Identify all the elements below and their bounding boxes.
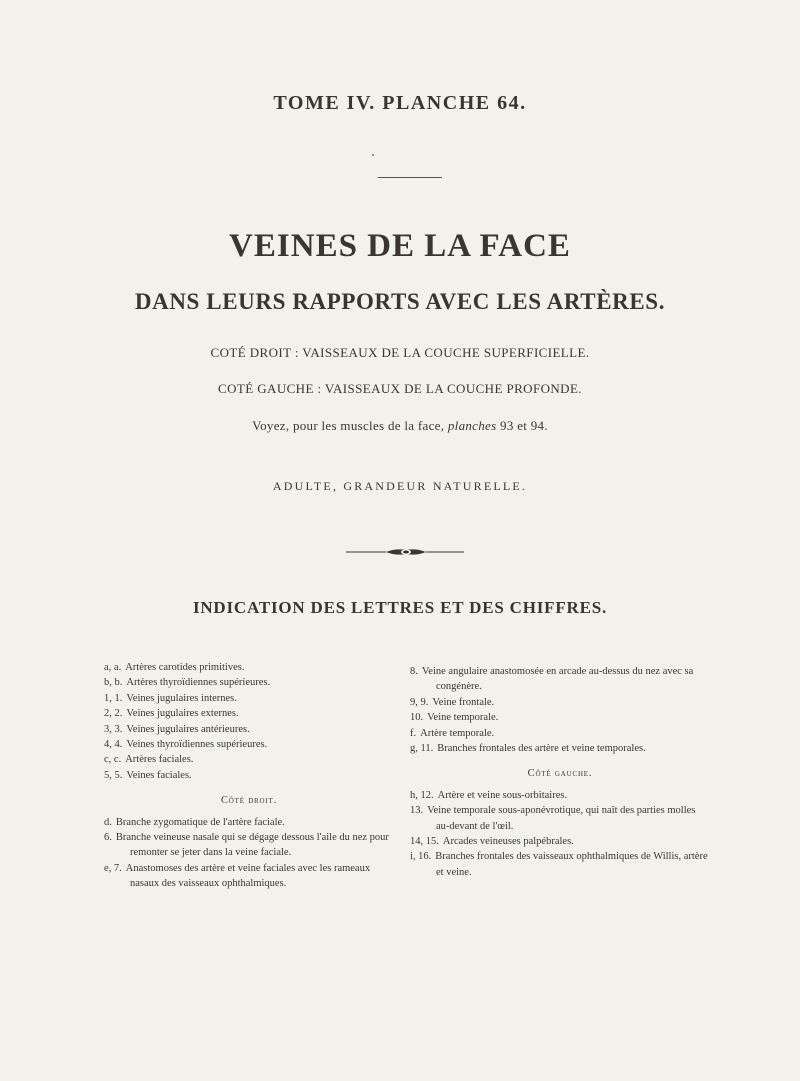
legend-item	[410, 726, 710, 741]
legend-text: Artères carotides primitives.	[125, 662, 245, 673]
legend-text: Arcades veineuses palpébrales.	[442, 836, 574, 848]
legend-text: Branche zygomatique de l'artère faciale.	[115, 816, 285, 828]
legend-key: 10.	[410, 712, 424, 724]
legend-text: Anastomoses des artère et veine faciales avec les rameaux nasaux des vaisseaux ophthalmiques.	[125, 862, 371, 890]
legend-text: Veine temporale sous-aponévrotique, qui naît des parties molles au-devant de l'œil.	[427, 805, 696, 832]
legend-item	[410, 803, 710, 834]
legend-item	[104, 768, 394, 783]
legend-item	[410, 695, 710, 710]
legend-text: Veines jugulaires externes.	[126, 708, 239, 720]
legend-text: Branche veineuse nasale qui se dégage dessous l'aile du nez pour remonter se jeter dans la veine faciale.	[115, 832, 389, 859]
legend-text: Artère et veine sous-orbitaires.	[437, 789, 568, 801]
legend-item	[104, 691, 394, 706]
legend-key: 2, 2.	[104, 708, 123, 720]
legend-key: e, 7.	[104, 862, 122, 874]
legend-key: f.	[410, 727, 417, 739]
legend-key: 9, 9.	[410, 696, 429, 708]
section-cote-gauche: Côté gauche.	[527, 768, 593, 780]
side-right-caption: COTÉ DROIT : VAISSEAUX DE LA COUCHE SUPERFICIELLE.	[210, 345, 590, 360]
section-cote-droit: Côté droit.	[220, 795, 278, 807]
legend-item	[104, 737, 394, 752]
legend-key: 6.	[104, 832, 112, 844]
legend-key: 1, 1.	[104, 692, 123, 704]
legend-key: 4, 4.	[104, 739, 123, 751]
legend-item	[410, 834, 710, 849]
legend-key: g, 11.	[410, 743, 434, 755]
legend-key: h, 12.	[410, 789, 434, 801]
legend-text: Artère temporale.	[420, 727, 495, 739]
legend-item	[104, 675, 394, 690]
voyez-prefix: Voyez, pour les muscles de la face,	[252, 418, 445, 433]
legend-item	[410, 849, 710, 880]
legend-text: Artères faciales.	[125, 754, 194, 766]
legend-key: b, b.	[104, 677, 123, 689]
legend-text: Veine temporale.	[427, 712, 499, 724]
legend-text: Branches frontales des artère et veine temporales.	[437, 743, 646, 755]
voyez-note	[0, 418, 800, 434]
ornament-divider-icon	[346, 545, 466, 559]
side-left-caption: COTÉ GAUCHE : VAISSEAUX DE LA COUCHE PROFONDE.	[218, 381, 582, 396]
legend-text: Branches frontales des vaisseaux ophthalmiques de Willis, artère et veine.	[435, 851, 708, 878]
legend-key: 3, 3.	[104, 723, 123, 735]
legend-key: c, c.	[104, 754, 122, 766]
legend-right-column	[410, 664, 710, 880]
legend-text: Veine frontale.	[432, 696, 495, 708]
legend-text: Veine angulaire anastomosée en arcade au-dessus du nez avec sa congénère.	[421, 666, 694, 693]
legend-text: Artères thyroïdiennes supérieures.	[126, 677, 271, 689]
legend-key: 5, 5.	[104, 769, 123, 781]
legend-item	[104, 752, 394, 767]
legend-item	[410, 664, 710, 695]
legend-item	[104, 722, 394, 737]
legend-item	[104, 706, 394, 721]
legend-item	[104, 815, 394, 830]
legend-key: i, 16.	[410, 851, 432, 863]
legend-left-column	[104, 660, 394, 892]
legend-text: Veines jugulaires antérieures.	[126, 723, 250, 735]
legend-item	[410, 788, 710, 803]
legend-text: Veines jugulaires internes.	[126, 692, 237, 704]
divider-rule	[378, 177, 442, 178]
legend-text: Veines faciales.	[126, 769, 192, 781]
legend-key: 14, 15.	[410, 836, 439, 848]
legend-key: 13.	[410, 805, 424, 817]
speck-mark	[372, 154, 374, 156]
legend-key: d.	[104, 816, 112, 828]
voyez-planches: planches	[447, 418, 497, 433]
legend-key: a, a.	[104, 662, 122, 673]
section-heading: INDICATION DES LETTRES ET DES CHIFFRES.	[192, 598, 608, 617]
page-title: VEINES DE LA FACE	[229, 228, 571, 264]
voyez-suffix: 93 et 94.	[500, 418, 548, 433]
legend-item	[410, 741, 710, 756]
tome-heading: TOME IV. PLANCHE 64.	[273, 92, 527, 114]
page-subtitle: DANS LEURS RAPPORTS AVEC LES ARTÈRES.	[134, 289, 666, 314]
scale-note: ADULTE, GRANDEUR NATURELLE.	[272, 479, 528, 493]
legend-text: Veines thyroïdiennes supérieures.	[126, 739, 268, 751]
legend-item	[410, 710, 710, 725]
legend-item	[104, 861, 394, 892]
legend-item	[104, 830, 394, 861]
legend-item	[104, 660, 394, 675]
legend-key: 8.	[410, 666, 418, 677]
